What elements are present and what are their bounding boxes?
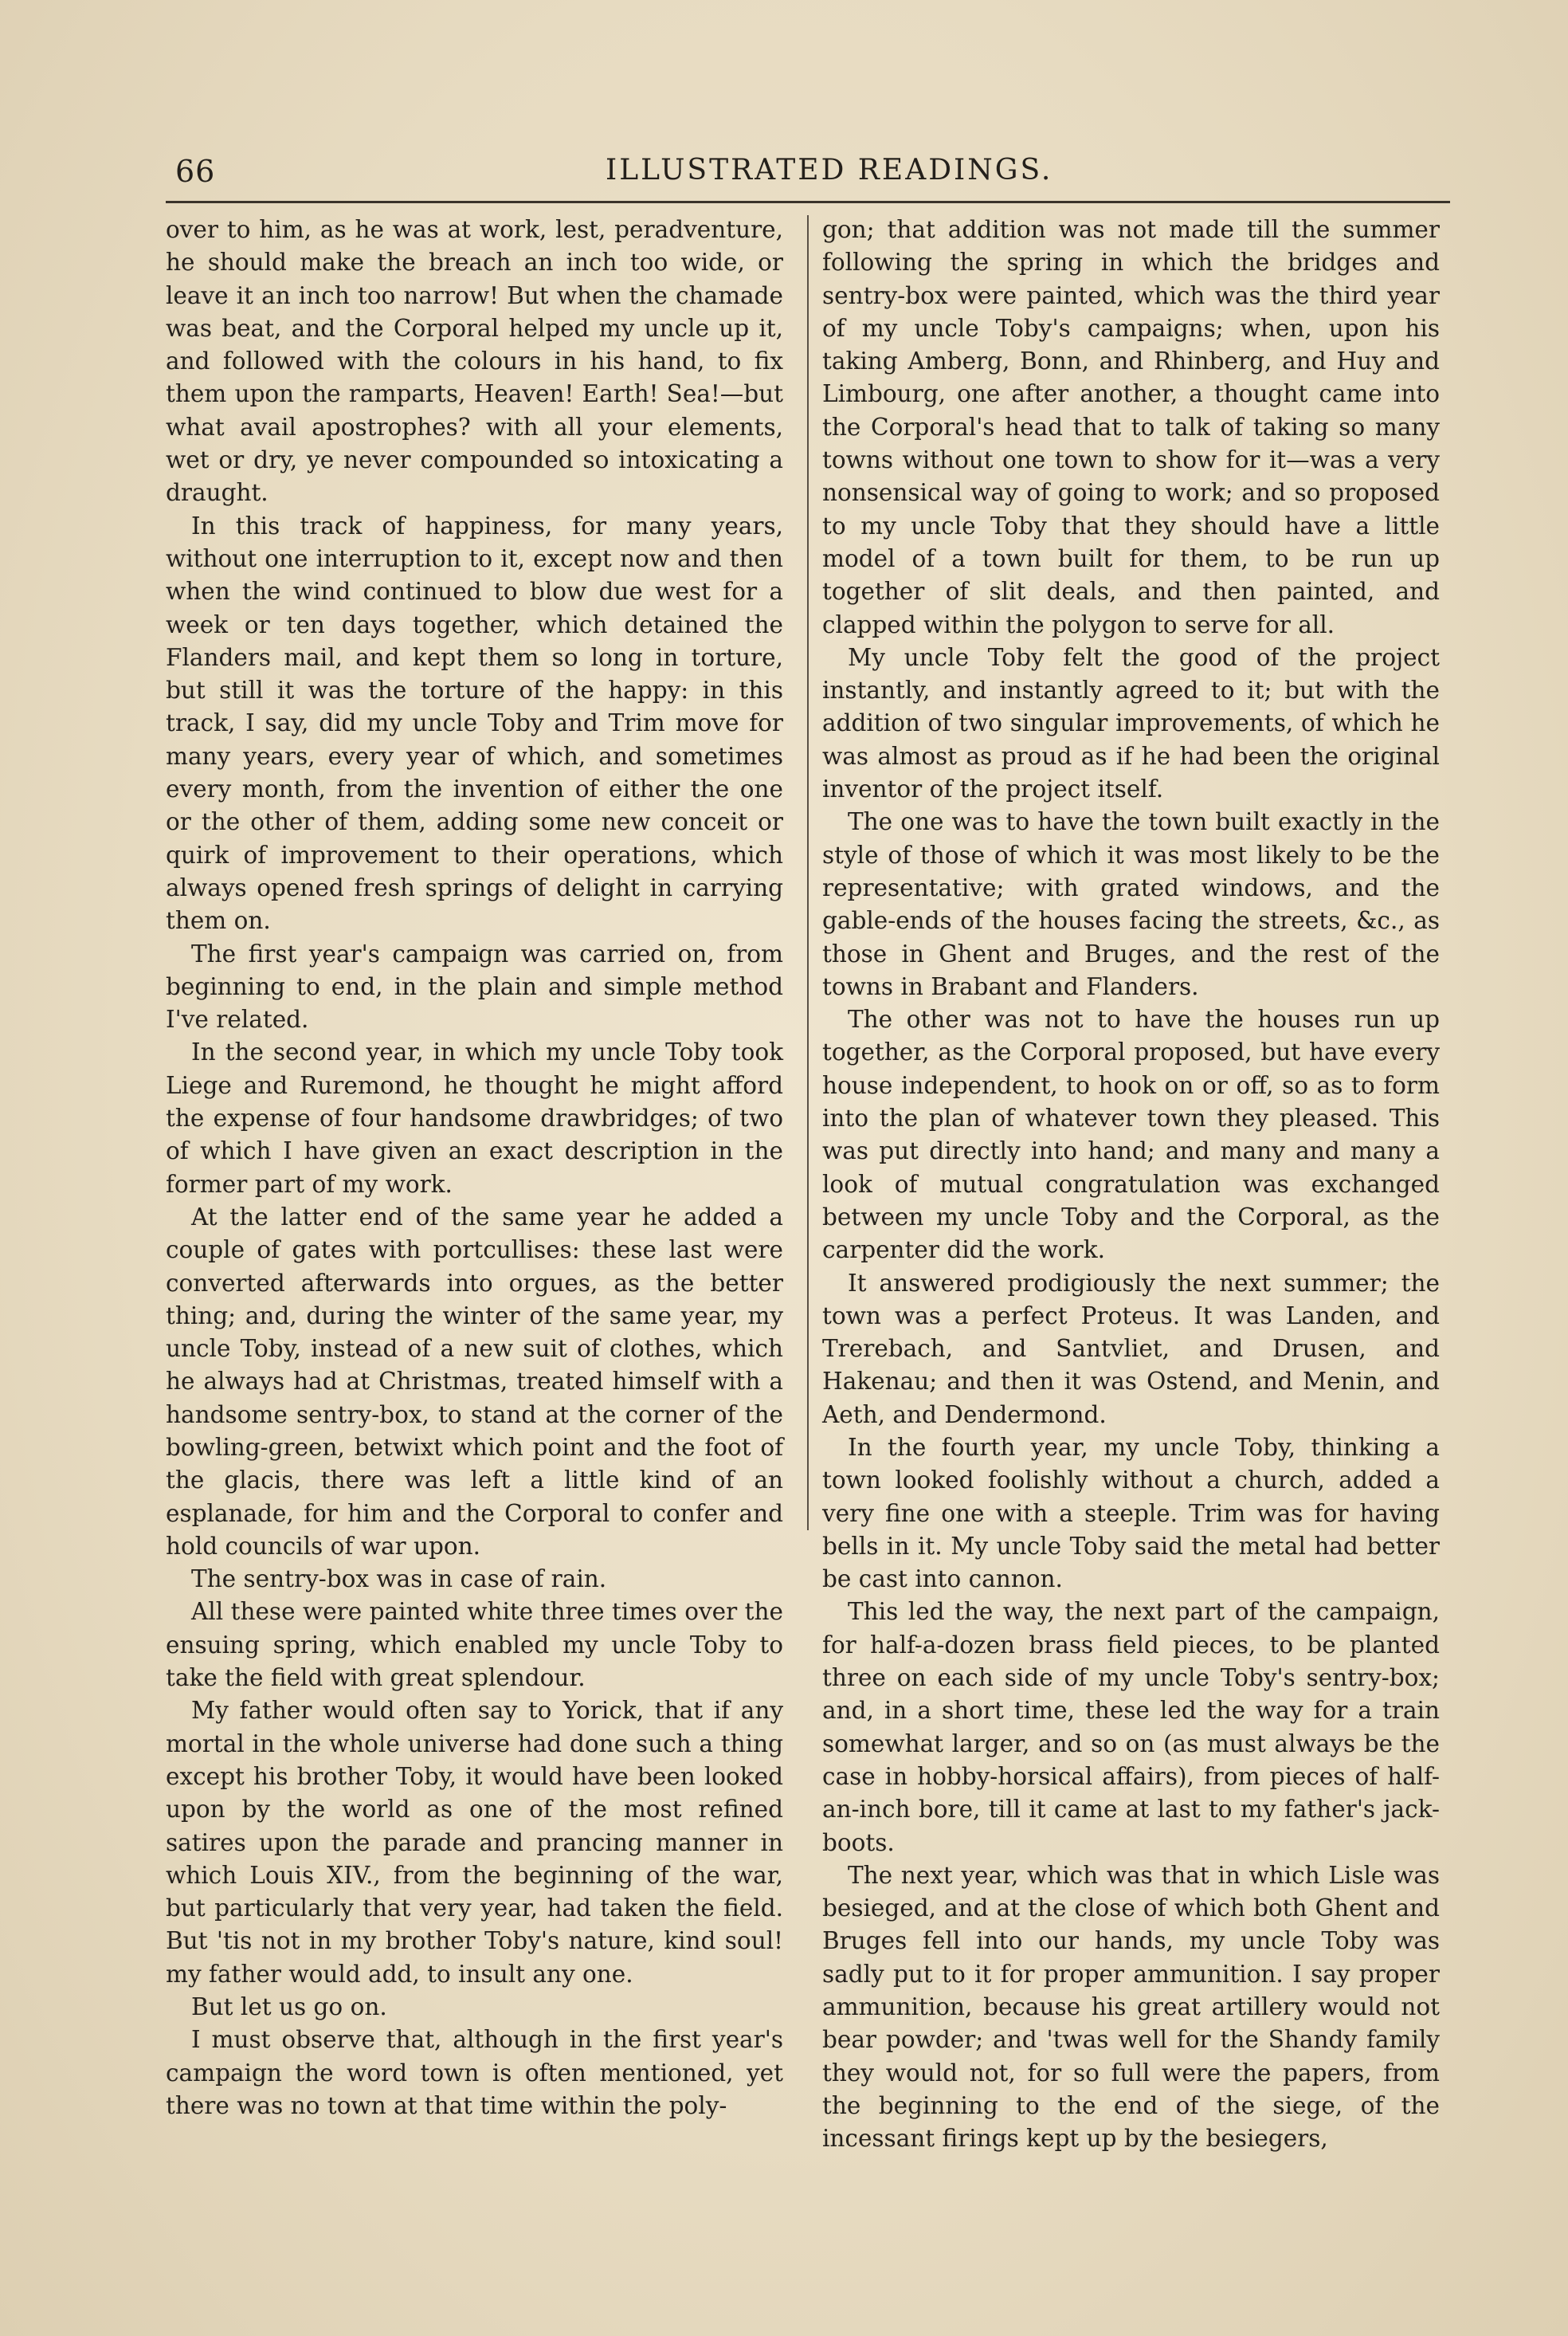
paragraph: In the fourth year, my uncle Toby, thinking a town looked foolishly without a church, added a very fine one with a steeple. Trim was for having bells in it. My uncle Toby said the metal had better be cast into cannon. [822, 1433, 1440, 1593]
paragraph: The sentry-box was in case of rain. [191, 1565, 607, 1593]
paragraph: This led the way, the next part of the campaign, for half-a-dozen brass field pieces, to be planted three on each side of my uncle Toby's sentry-box; and, in a short time, these led the way for a train somewhat larger, and so on (as must always be the case in hobby-horsical affairs), from pieces of half-an-inch bore, till it came at last to my father's jack-boots. [822, 1598, 1440, 1856]
paragraph: The other was not to have the houses run up together, as the Corporal proposed, but have every house independent, to hook on or off, so as to form into the plan of whatever town they pleased. This was put directly into hand; and many and many a look of mutual congratulation was exchanged between my uncle Toby and the Corporal, as the carpenter did the work. [822, 1006, 1440, 1264]
paragraph: over to him, as he was at work, lest, peradventure, he should make the breach an inch too wide, or leave it an inch too narrow! But when the chamade was beat, and the Corporal helped my uncle up it, and followed with the colours in his hand, to fix them upon the ramparts, Heaven! Earth! Sea!—but what avail apostrophes? with all your elements, wet or dry, ye never compounded so intoxicating a draught. [166, 216, 783, 507]
paragraph: The next year, which was that in which Lisle was besieged, and at the close of which both Ghent and Bruges fell into our hands, my uncle Toby was sadly put to it for proper ammunition. I say proper ammunition, because his great artillery would not bear powder; and 'twas well for the Shandy family they would not, for so full were the papers, from the beginning to the end of the siege, of the incessant firings kept up by the besiegers, [822, 1861, 1440, 2153]
page-number: 66 [175, 154, 216, 189]
paragraph: All these were painted white three times over the ensuing spring, which enabled my uncle Toby to take the field with great splendour. [166, 1598, 783, 1692]
paragraph: It answered prodigiously the next summer; the town was a perfect Proteus. It was Landen, and Trerebach, and Santvliet, and Drusen, and Hakenau; and then it was Ostend, and Menin, and Aeth, and Dendermond. [822, 1269, 1440, 1428]
paragraph: But let us go on. [191, 1993, 387, 2021]
paragraph: gon; that addition was not made till the summer following the spring in which the bridges and sentry-box were painted, which was the third year of my uncle Toby's campaigns; when, upon his taking Amberg, Bonn, and Rhinberg, and Huy and Limbourg, one after another, a thought came into the Corporal's head that to talk of taking so many towns without one town to show for it—was a very nonsensical way of going to work; and so proposed to my uncle Toby that they should have a little model of a town built for them, to be run up together of slit deals, and then painted, and clapped within the polygon to serve for all. [822, 216, 1440, 638]
paragraph: In this track of happiness, for many years, without one interruption to it, except now and then when the wind continued to blow due west for a week or ten days together, which detained the Flanders mail, and kept them so long in torture, but still it was the torture of the happy: in this track, I say, did my uncle Toby and Trim move for many years, every year of which, and sometimes every month, from the invention of either the one or the other of them, adding some new conceit or quirk of improvement to their operations, which always opened fresh springs of delight in carrying them on. [166, 512, 783, 935]
page-header [159, 154, 1450, 202]
paragraph: I must observe that, although in the first year's campaign the word town is often mentioned, yet there was no town at that time within the poly- [166, 2026, 783, 2119]
paragraph: My father would often say to Yorick, that if any mortal in the whole universe had done such a thing except his brother Toby, it would have been looked upon by the world as one of the most refined satires upon the parade and prancing manner in which Louis XIV., from the beginning of the war, but particularly that very year, had taken the field. But 'tis not in my brother Toby's nature, kind soul! my father would add, to insult any one. [166, 1697, 783, 1988]
paragraph: The first year's campaign was carried on, from beginning to end, in the plain and simple method I've related. [166, 940, 783, 1034]
paragraph: The one was to have the town built exactly in the style of those of which it was most likely to be the representative; with grated windows, and the gable-ends of the houses facing the streets, &c., as those in Ghent and Bruges, and the rest of the towns in Brabant and Flanders. [822, 808, 1440, 1000]
paragraph: My uncle Toby felt the good of the project instantly, and instantly agreed to it; but with the addition of two singular improvements, of which he was almost as proud as if he had been the original inventor of the project itself. [822, 643, 1440, 803]
left-column [166, 214, 783, 2122]
right-column [822, 214, 1440, 2156]
paragraph: At the latter end of the same year he added a couple of gates with portcullises: these last were converted afterwards into orgues, as the better thing; and, during the winter of the same year, my uncle Toby, instead of a new suit of clothes, which he always had at Christmas, treated himself with a handsome sentry-box, to stand at the corner of the bowling-green, betwixt which point and the foot of the glacis, there was left a little kind of an esplanade, for him and the Corporal to confer and hold councils of war upon. [166, 1203, 783, 1560]
column-divider [807, 215, 809, 1530]
paragraph: In the second year, in which my uncle Toby took Liege and Ruremond, he thought he might afford the expense of four handsome drawbridges; of two of which I have given an exact description in the former part of my work. [166, 1038, 783, 1198]
running-title: ILLUSTRATED READINGS. [606, 154, 1053, 186]
header-rule [166, 201, 1450, 203]
